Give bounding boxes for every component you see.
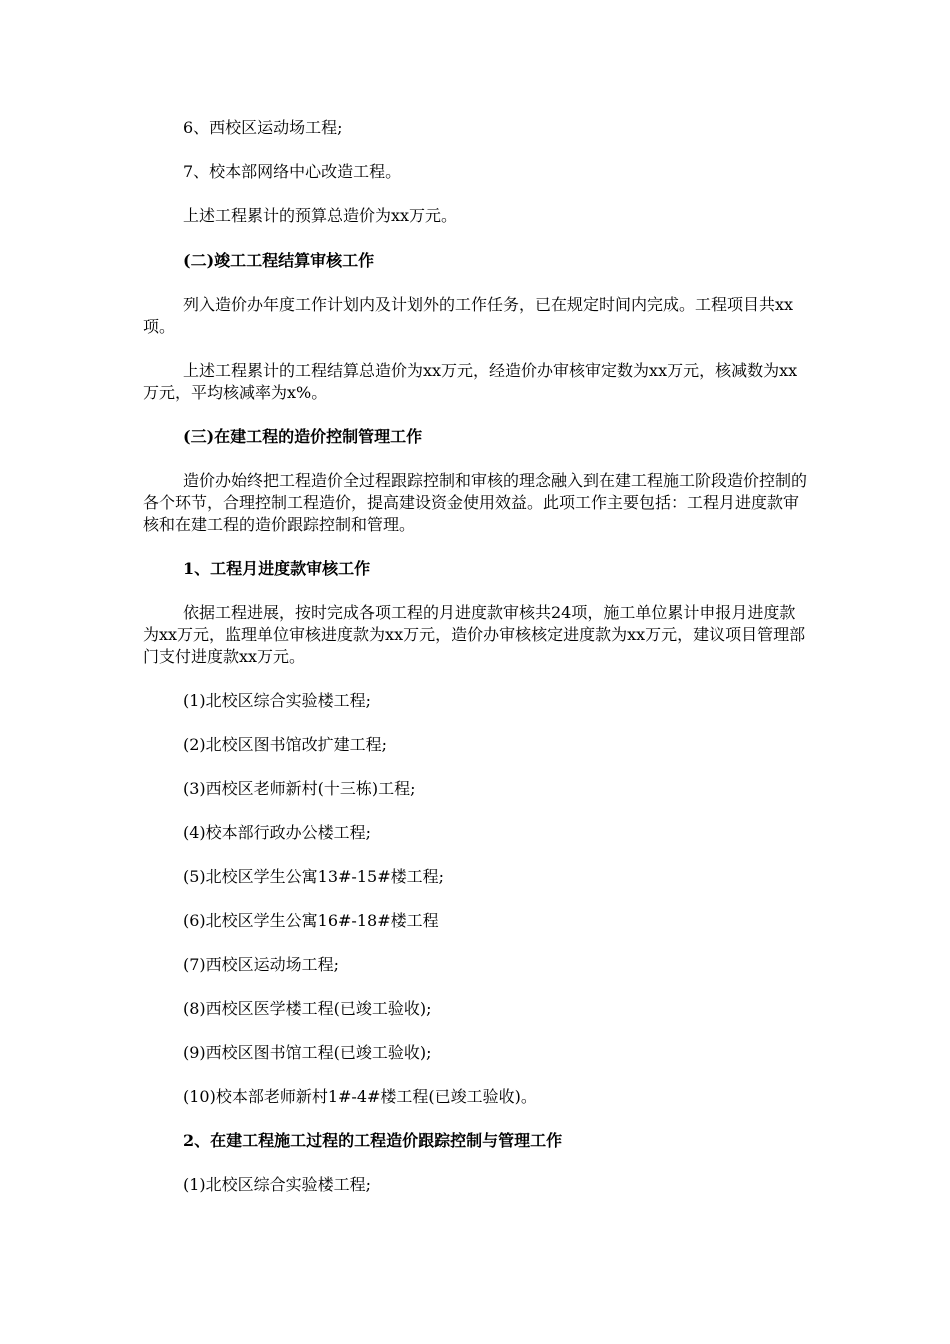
paragraph: 造价办始终把工程造价全过程跟踪控制和审核的理念融入到在建工程施工阶段造价控制的各个环节，合理控制工程造价，提高建设资金使用效益。此项工作主要包括：工程月进度款审核和在建工程的造价跟踪控制和管理。 (143, 471, 808, 534)
list-item: 7、校本部网络中心改造工程。 (183, 162, 402, 181)
list-item: (8)西校区医学楼工程(已竣工验收); (183, 999, 432, 1018)
section-heading: 2、在建工程施工过程的工程造价跟踪控制与管理工作 (183, 1131, 563, 1150)
list-item: (6)北校区学生公寓16#-18#楼工程 (183, 911, 439, 930)
list-item: (5)北校区学生公寓13#-15#楼工程; (183, 867, 444, 886)
list-item: (10)校本部老师新村1#-4#楼工程(已竣工验收)。 (183, 1087, 537, 1106)
list-item: (1)北校区综合实验楼工程; (183, 691, 372, 710)
list-item: 6、西校区运动场工程; (183, 118, 343, 137)
list-item: (2)北校区图书馆改扩建工程; (183, 735, 388, 754)
paragraph: 上述工程累计的工程结算总造价为xx万元，经造价办审核审定数为xx万元，核减数为xx万元，平均核减率为x%。 (143, 361, 798, 402)
paragraph: 列入造价办年度工作计划内及计划外的工作任务，已在规定时间内完成。工程项目共xx项。 (143, 295, 794, 336)
list-item: (3)西校区老师新村(十三栋)工程; (183, 779, 416, 798)
list-item: (7)西校区运动场工程; (183, 955, 340, 974)
paragraph: 依据工程进展，按时完成各项工程的月进度款审核共24项，施工单位累计申报月进度款为xx万元，监理单位审核进度款为xx万元，造价办审核核定进度款为xx万元，建议项目管理部门支付进度款xx万元。 (143, 603, 806, 666)
list-item: (9)西校区图书馆工程(已竣工验收); (183, 1043, 432, 1062)
paragraph: 上述工程累计的预算总造价为xx万元。 (183, 206, 458, 225)
section-heading: (三)在建工程的造价控制管理工作 (183, 427, 423, 446)
section-heading: 1、工程月进度款审核工作 (183, 559, 371, 578)
section-heading: (二)竣工工程结算审核工作 (183, 251, 375, 270)
list-item: (1)北校区综合实验楼工程; (183, 1175, 372, 1194)
list-item: (4)校本部行政办公楼工程; (183, 823, 372, 842)
